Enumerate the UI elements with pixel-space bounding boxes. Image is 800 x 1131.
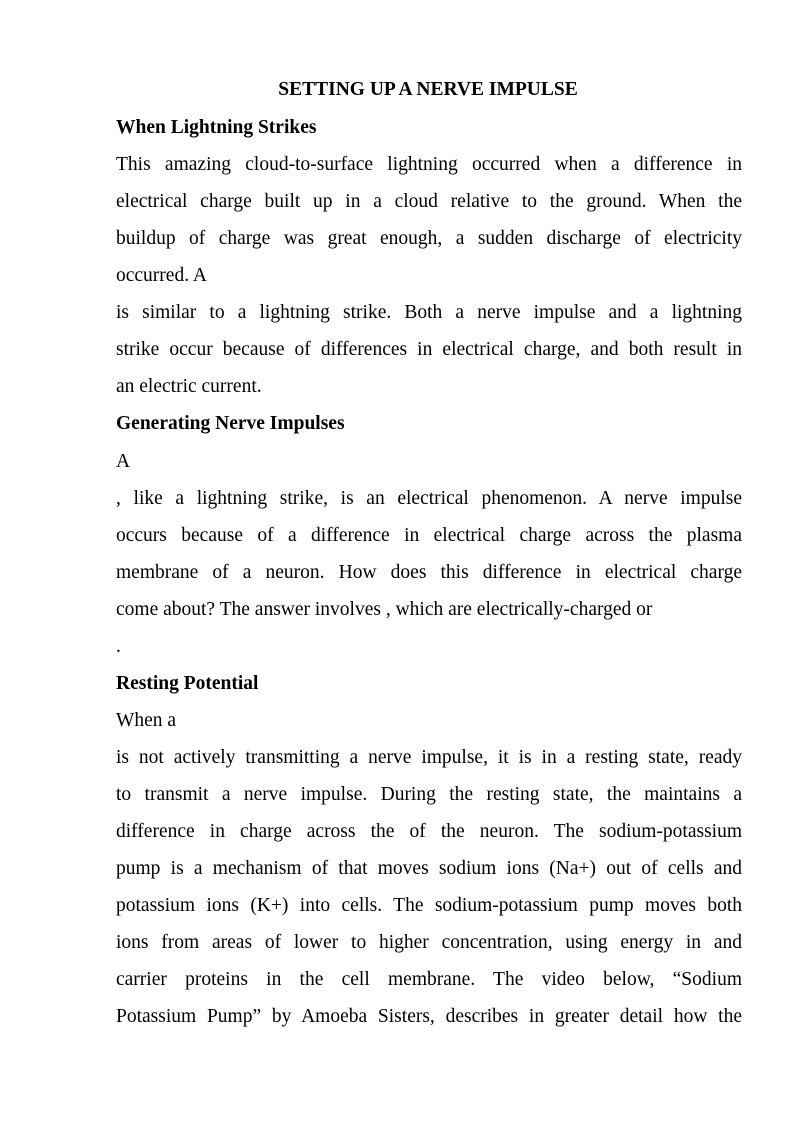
paragraph-line: occurred. A [116, 265, 207, 286]
document-title: SETTING UP A NERVE IMPULSE [278, 79, 578, 100]
paragraph-line: come about? The answer involves , which are electrically-charged or [116, 599, 653, 620]
paragraph-line: is not actively transmitting a nerve impulse, it is in a resting state, ready [116, 747, 742, 768]
paragraph-line: potassium ions (K+) into cells. The sodium-potassium pump moves both [116, 895, 742, 916]
paragraph-line: Potassium Pump” by Amoeba Sisters, describes in greater detail how the [116, 1006, 742, 1027]
paragraph-line: electrical charge built up in a cloud relative to the ground. When the [116, 191, 742, 212]
section-heading-when-lightning-strikes: When Lightning Strikes [116, 117, 317, 138]
paragraph-line: This amazing cloud-to-surface lightning occurred when a difference in [116, 154, 742, 175]
paragraph-line: carrier proteins in the cell membrane. The video below, “Sodium [116, 969, 742, 990]
paragraph-line: membrane of a neuron. How does this difference in electrical charge [116, 562, 742, 583]
paragraph-line: an electric current. [116, 376, 262, 397]
paragraph-line: ions from areas of lower to higher concentration, using energy in and [116, 932, 742, 953]
paragraph-line: pump is a mechanism of that moves sodium ions (Na+) out of cells and [116, 858, 742, 879]
paragraph-line: occurs because of a difference in electrical charge across the plasma [116, 525, 742, 546]
paragraph-line: strike occur because of differences in electrical charge, and both result in [116, 339, 742, 360]
paragraph-line: A [116, 451, 131, 472]
paragraph-line: is similar to a lightning strike. Both a nerve impulse and a lightning [116, 302, 742, 323]
section-heading-generating-nerve-impulses: Generating Nerve Impulses [116, 413, 345, 434]
paragraph-line: to transmit a nerve impulse. During the resting state, the maintains a [116, 784, 742, 805]
paragraph-line: , like a lightning strike, is an electrical phenomenon. A nerve impulse [116, 488, 742, 509]
paragraph-line: . [116, 636, 121, 657]
paragraph-line: When a [116, 710, 177, 731]
paragraph-line: buildup of charge was great enough, a sudden discharge of electricity [116, 228, 742, 249]
paragraph-line: difference in charge across the of the neuron. The sodium-potassium [116, 821, 742, 842]
section-heading-resting-potential: Resting Potential [116, 673, 259, 694]
